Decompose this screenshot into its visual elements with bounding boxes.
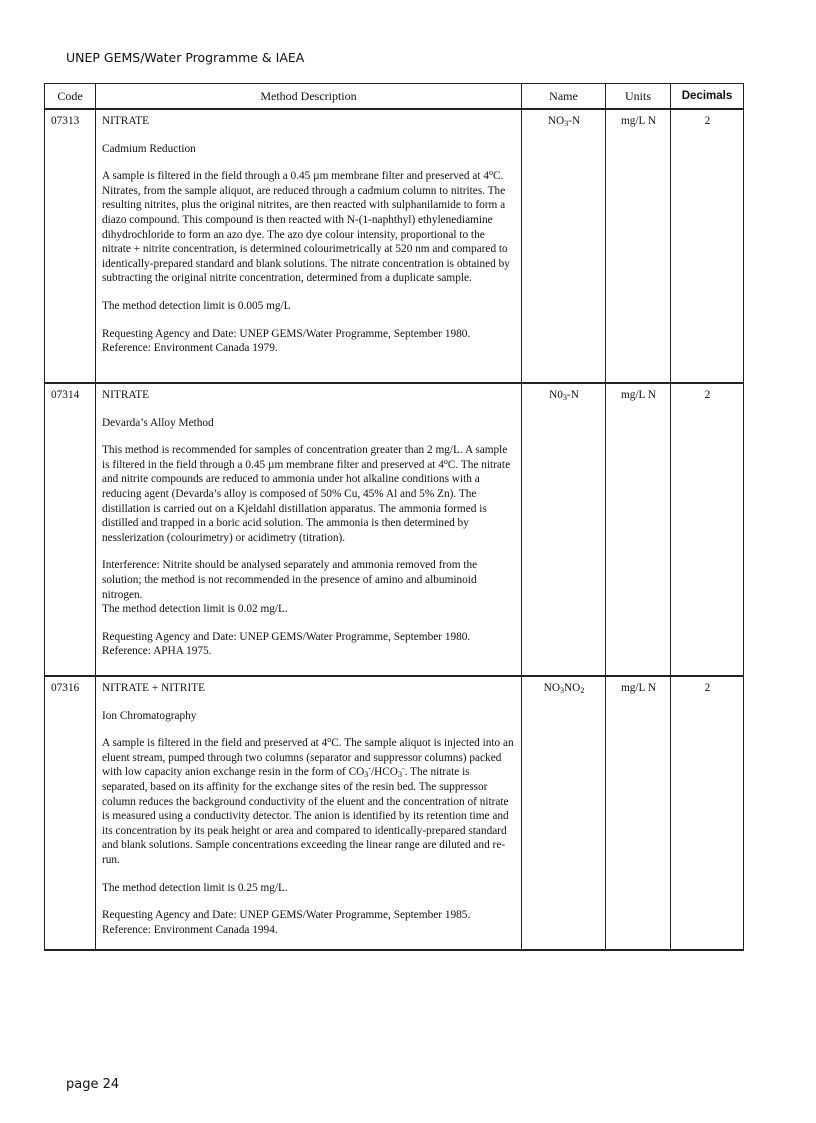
parameter-units: mg/L N — [606, 676, 671, 950]
method-procedure: A sample is filtered in the field and preserved at 4$^o$C. The sample aliquot is injected into an eluent stream, pumped through two columns (separator and suppressor columns) packed with low capacity anion exchange resin in the form of $CO_3^-/HCO_3^-$. The nitrate is separated, based on its affinity for the exchange sites of the resin bed. The suppressor column reduces the background conductivity of the eluent and the concentration of nitrate is measured using a conductivity detector. The anion is identified by its retention time and its concentration by its peak height or area and compared to identically-prepared standard and blank solutions. Sample concentrations exceeding the linear range are diluted and re-run. — [102, 735, 514, 866]
interference-note: Interference: Nitrite should be analysed separately and ammonia removed from the solution; the method is not recommended in the presence of amino and albuminoid nitrogen. The method detection limit is 0.02 mg/L. — [102, 559, 478, 616]
methods-table — [44, 83, 744, 951]
method-description — [96, 676, 522, 950]
method-title: NITRATE — [102, 115, 150, 127]
col-header-description: Method Description — [96, 84, 522, 110]
method-type: Cadmium Reduction — [102, 142, 196, 155]
detection-limit: The method detection limit is 0.005 mg/L — [102, 299, 291, 312]
col-header-name: Name — [522, 84, 606, 110]
detection-limit: The method detection limit is 0.25 mg/L. — [102, 881, 288, 894]
col-header-code: Code — [45, 84, 96, 110]
parameter-decimals: 2 — [671, 383, 744, 676]
parameter-name: $N0_3-N$ — [522, 383, 606, 676]
parameter-decimals: 2 — [671, 676, 744, 950]
method-title: NITRATE — [102, 389, 150, 401]
method-description — [96, 383, 522, 676]
parameter-name: $NO_3NO_2$ — [522, 676, 606, 950]
method-type: Ion Chromatography — [102, 709, 197, 722]
method-procedure: A sample is filtered in the field through a 0.45 µm membrane filter and preserved at 4$^o$C. Nitrates, from the sample aliquot, are reduced through a cadmium column to nitrites. The resulting nitrites, plus the original nitrites, are then reacted with sulphanilamide to form a diazo compound. This compound is then reacted with N-(1-naphthyl) ethylenediamine dihydrochloride to form an azo dye. The azo dye colour intensity, proportional to the nitrate + nitrite concentration, is determined colourimetrically at 520 nm and compared to identically-prepared standard and blank solutions. The nitrate concentration is obtained by subtracting the original nitrite concentration, determined from a duplicate sample. — [102, 168, 510, 285]
col-header-decimals: Decimals — [671, 84, 744, 110]
parameter-decimals: 2 — [671, 109, 744, 383]
page-number: page 24 — [66, 1077, 120, 1092]
table-row — [45, 383, 744, 676]
table-row — [45, 109, 744, 383]
method-type: Devarda’s Alloy Method — [102, 416, 214, 429]
method-code: 07314 — [45, 383, 96, 676]
method-code: 07313 — [45, 109, 96, 383]
agency-reference: Requesting Agency and Date: UNEP GEMS/Water Programme, September 1980. Reference: APHA 1975. — [102, 630, 471, 658]
method-description — [96, 109, 522, 383]
agency-reference: Requesting Agency and Date: UNEP GEMS/Water Programme, September 1985. Reference: Environment Canada 1994. — [102, 909, 471, 936]
method-code: 07316 — [45, 676, 96, 950]
parameter-units: mg/L N — [606, 383, 671, 676]
table-row — [45, 676, 744, 950]
col-header-units: Units — [606, 84, 671, 110]
method-title: NITRATE + NITRITE — [102, 682, 206, 694]
parameter-name: $NO_3-N$ — [522, 109, 606, 383]
page-header: UNEP GEMS/Water Programme & IAEA — [66, 50, 305, 65]
method-procedure: This method is recommended for samples of concentration greater than 2 mg/L. A sample is filtered in the field through a 0.45 µm membrane filter and preserved at 4$^o$C. The nitrate and nitrite compounds are reduced to ammonia under hot alkaline conditions with a reducing agent (Devarda’s alloy is composed of 50% Cu, 45% Al and 5% Zn). The distillation is carried out on a Kjeldahl distillation apparatus. The ammonia formed is distilled and trapped in a boric acid solution. The ammonia is then determined by nesslerization (colourimetry) or acidimetry (titration). — [102, 444, 511, 544]
parameter-units: mg/L N — [606, 109, 671, 383]
table-header-row — [45, 84, 744, 110]
agency-reference: Requesting Agency and Date: UNEP GEMS/Water Programme, September 1980. Reference: Environment Canada 1979. — [102, 327, 471, 355]
